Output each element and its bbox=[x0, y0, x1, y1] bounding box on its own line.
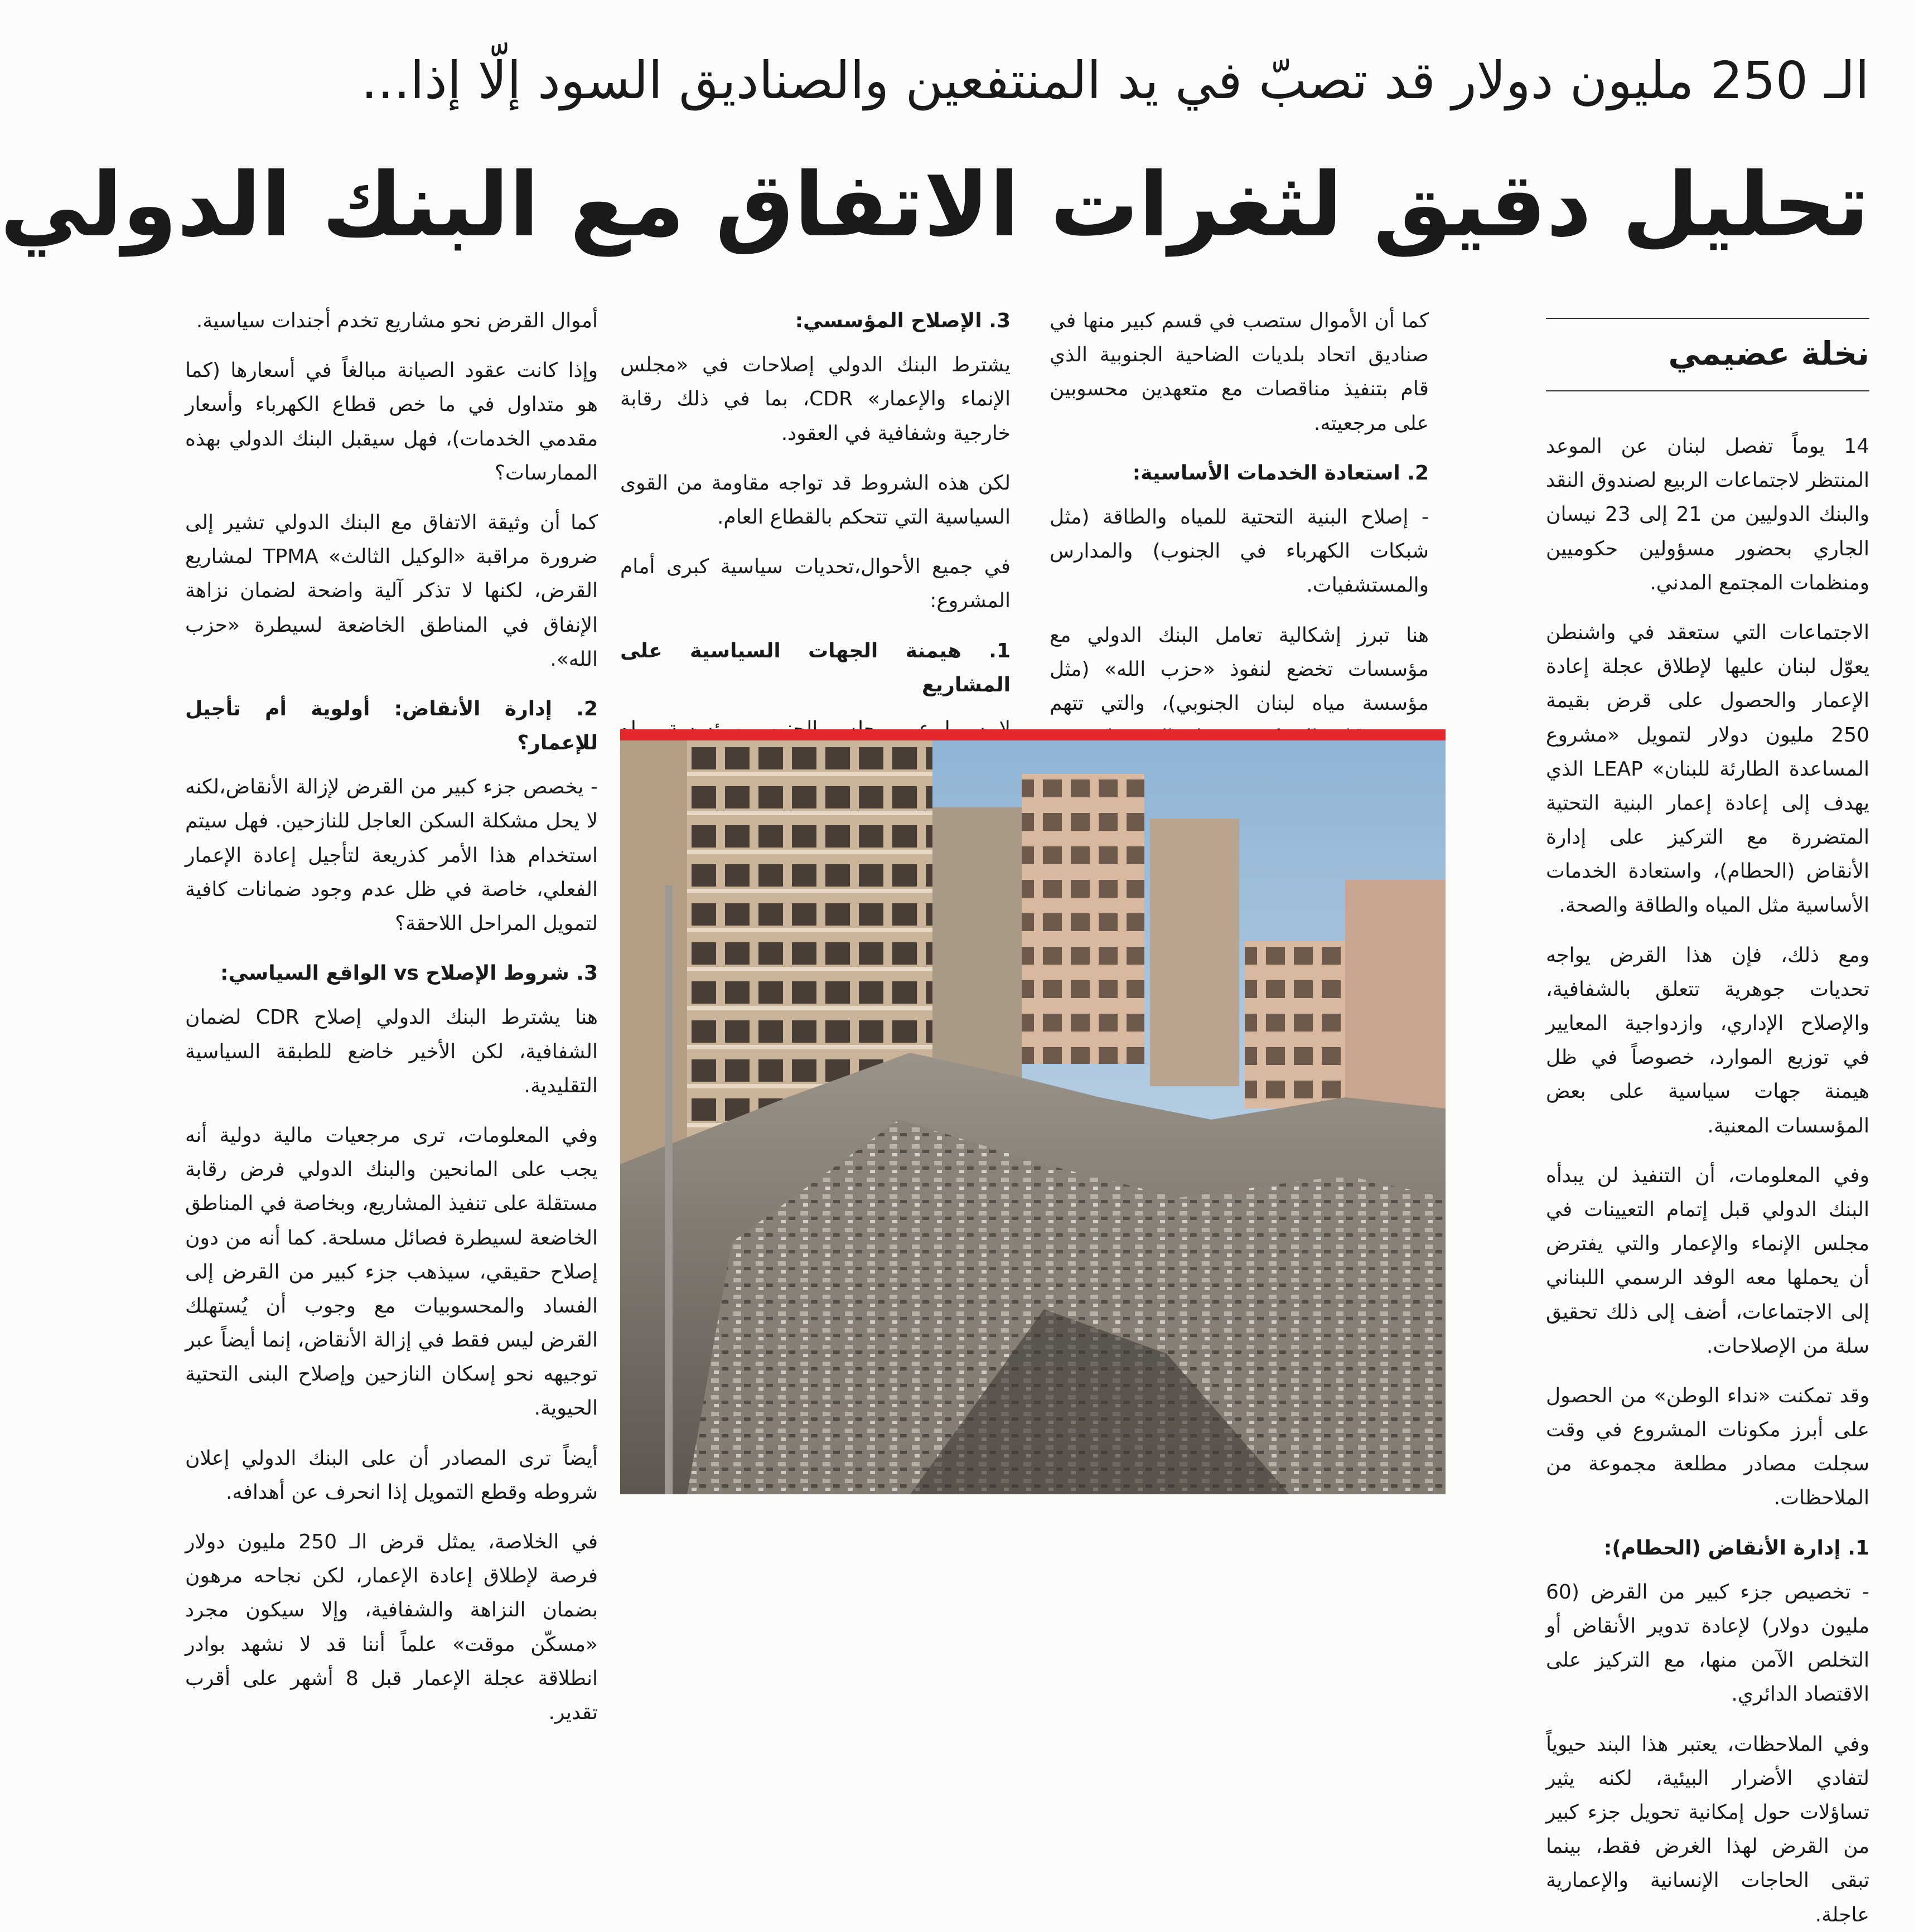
main-headline: تحليل دقيق لثغرات الاتفاق مع البنك الدولي bbox=[0, 154, 1869, 256]
article-paragraph: وإذا كانت عقود الصيانة مبالغاً في أسعارها (كما هو متداول في ما خص قطاع الكهرباء وأسعار مقدمي الخدمات)، فهل سيقبل البنك الدولي بهذه الممارسات؟ bbox=[185, 359, 598, 485]
article-paragraph: هنا يشترط البنك الدولي إصلاح CDR لضمان الشفافية، لكن الأخير خاضع للطبقة السياسية التقليدية. bbox=[185, 1006, 598, 1097]
article-paragraph: وفي المعلومات، ترى مرجعيات مالية دولية أنه يجب على المانحين والبنك الدولي فرض رقابة مستقلة على تنفيذ المشاريع، وبخاصة في المناطق الخاضعة لسيطرة فصائل مسلحة. كما أنه من دون إصلاح حقيقي، سيذهب جزء كبير من القرض إلى الفساد والمحسوبيات مع وجوب أن يُستهلك القرض ليس فقط في إزالة الأنقاض، إنما أيضاً عبر توجيهه نحو إسكان النازحين وإصلاح البنى التحتية الحيوية. bbox=[185, 1124, 598, 1420]
article-paragraph: 14 يوماً تفصل لبنان عن الموعد المنتظر لاجتماعات الربيع لصندوق النقد والبنك الدوليين من 21 إلى 23 نيسان الجاري بحضور مسؤولين حكوميين ومنظمات المجتمع المدني. bbox=[1546, 435, 1869, 594]
article-paragraph: أموال القرض نحو مشاريع تخدم أجندات سياسية. bbox=[196, 309, 598, 332]
article-paragraph: الاجتماعات التي ستعقد في واشنطن يعوّل لبنان عليها لإطلاق عجلة إعادة الإعمار والحصول على قرض بقيمة 250 مليون دولار لتمويل «مشروع المساعدة الطارئة للبنان» LEAP الذي يهدف إلى إعادة إعمار البنية التحتية المتضررة مع التركيز على إدارة الأنقاض (الحطام)، واستعادة الخدمات الأساسية مثل المياه والطاقة والصحة. bbox=[1546, 621, 1869, 917]
section-subheading: 1. هيمنة الجهات السياسية على المشاريع bbox=[620, 639, 1011, 696]
byline: نخلة عضيمي bbox=[1668, 335, 1869, 372]
photo-accent-bar bbox=[620, 729, 1446, 740]
article-column-3 bbox=[620, 304, 1011, 716]
article-paragraph: ومع ذلك، فإن هذا القرض يواجه تحديات جوهرية تتعلق بالشفافية، والإصلاح الإداري، وازدواجية المعايير في توزيع الموارد، خصوصاً في ظل هيمنة جهات سياسية على بعض المؤسسات المعنية. bbox=[1546, 943, 1869, 1137]
section-subheading: 3. الإصلاح المؤسسي: bbox=[795, 309, 1011, 332]
article-paragraph: هنا تبرز إشكالية تعامل البنك الدولي مع مؤسسات تخضع لنفوذ «حزب الله» (مثل مؤسسة مياه لبنان الجنوبي)، والتي تتهم bbox=[1050, 623, 1429, 715]
article-paragraph: أيضاً ترى المصادر أن على البنك الدولي إعلان شروطه وقطع التمويل إذا انحرف عن أهدافه. bbox=[185, 1446, 598, 1504]
article-paragraph: - إصلاح البنية التحتية للمياه والطاقة (مثل شبكات الكهرباء في الجنوب) والمدارس والمستشفيات. bbox=[1050, 505, 1429, 597]
article-paragraph: وفي الملاحظات، يعتبر هذا البند حيوياً لتفادي الأضرار البيئية، لكنه يثير تساؤلات حول إمكانية تحويل جزء كبير من القرض لهذا الغرض فقط، بينما تبقى الحاجات الإنسانية والإعمارية عاجلة. bbox=[1546, 1732, 1869, 1926]
kicker-headline: الـ 250 مليون دولار قد تصبّ في يد المنتفعين والصناديق السود إلّا إذا... bbox=[361, 51, 1869, 110]
article-paragraph: في الخلاصة، يمثل قرض الـ 250 مليون دولار فرصة لإطلاق إعادة الإعمار، لكن نجاحه مرهون بضمان النزاهة والشفافية، وإلا سيكون مجرد «مسكّن موقت» علماً أننا قد لا نشهد بوادر انطلاقة عجلة الإعمار قبل 8 أشهر على أقرب تقدير. bbox=[185, 1531, 598, 1724]
article-paragraph: وقد تمكنت «نداء الوطن» من الحصول على أبرز مكونات المشروع في وقت سجلت مصادر مطلعة مجموعة من الملاحظات. bbox=[1546, 1384, 1869, 1510]
article-paragraph: يشترط البنك الدولي إصلاحات في «مجلس الإنماء والإعمار» CDR، بما في ذلك رقابة خارجية وشفافية في العقود. bbox=[620, 354, 1011, 445]
article-paragraph: وفي المعلومات، أن التنفيذ لن يبدأه البنك الدولي قبل إتمام التعيينات في مجلس الإنماء والإعمار والتي يفترض أن يحملها معه الوفد الرسمي اللبناني إلى الاجتماعات، أضف إلى ذلك تحقيق سلة من الإصلاحات. bbox=[1546, 1164, 1869, 1358]
article-column-4 bbox=[185, 304, 598, 1724]
article-paragraph: كما أن الأموال ستصب في قسم كبير منها في صناديق اتحاد بلديات الضاحية الجنوبية الذي قام بتنفيذ مناقصات مع متعهدين محسوبين على مرجعيته. bbox=[1050, 309, 1429, 435]
section-subheading: 1. إدارة الأنقاض (الحطام): bbox=[1603, 1536, 1869, 1560]
article-paragraph: - يخصص جزء كبير من القرض لإزالة الأنقاض،لكنه لا يحل مشكلة السكن العاجل للنازحين. فهل سيتم استخدام هذا الأمر كذريعة لتأجيل إعادة الإعمار الفعلي، خاصة في ظل عدم وجود ضمانات كافية لتمويل المراحل اللاحقة؟ bbox=[185, 776, 598, 935]
article-column-2 bbox=[1050, 304, 1429, 716]
rubble-photo bbox=[620, 740, 1446, 1494]
section-subheading: 2. إدارة الأنقاض: أولوية أم تأجيل للإعمار؟ bbox=[185, 697, 598, 755]
section-subheading: 3. شروط الإصلاح vs الواقع السياسي: bbox=[220, 962, 598, 985]
article-paragraph: - تخصيص جزء كبير من القرض (60 مليون دولار) لإعادة تدوير الأنقاض أو التخلص الآمن منها، مع التركيز على الاقتصاد الدائري. bbox=[1546, 1580, 1869, 1706]
byline-top-rule bbox=[1546, 318, 1869, 319]
article-paragraph: كما أن وثيقة الاتفاق مع البنك الدولي تشير إلى ضرورة مراقبة «الوكيل الثالث» TPMA لمشاريع القرض، لكنها لا تذكر آلية واضحة لضمان نزاهة الإنفاق في المناطق الخاضعة لسيطرة «حزب الله». bbox=[185, 511, 598, 671]
article-column-1 bbox=[1546, 429, 1869, 1926]
article-paragraph: لكن هذه الشروط قد تواجه مقاومة من القوى السياسية التي تتحكم بالقطاع العام. bbox=[620, 471, 1011, 529]
section-subheading: 2. استعادة الخدمات الأساسية: bbox=[1132, 461, 1429, 485]
byline-bottom-rule bbox=[1546, 390, 1869, 391]
article-paragraph: في جميع الأحوال،تحديات سياسية كبرى أمام المشروع: bbox=[620, 555, 1011, 613]
